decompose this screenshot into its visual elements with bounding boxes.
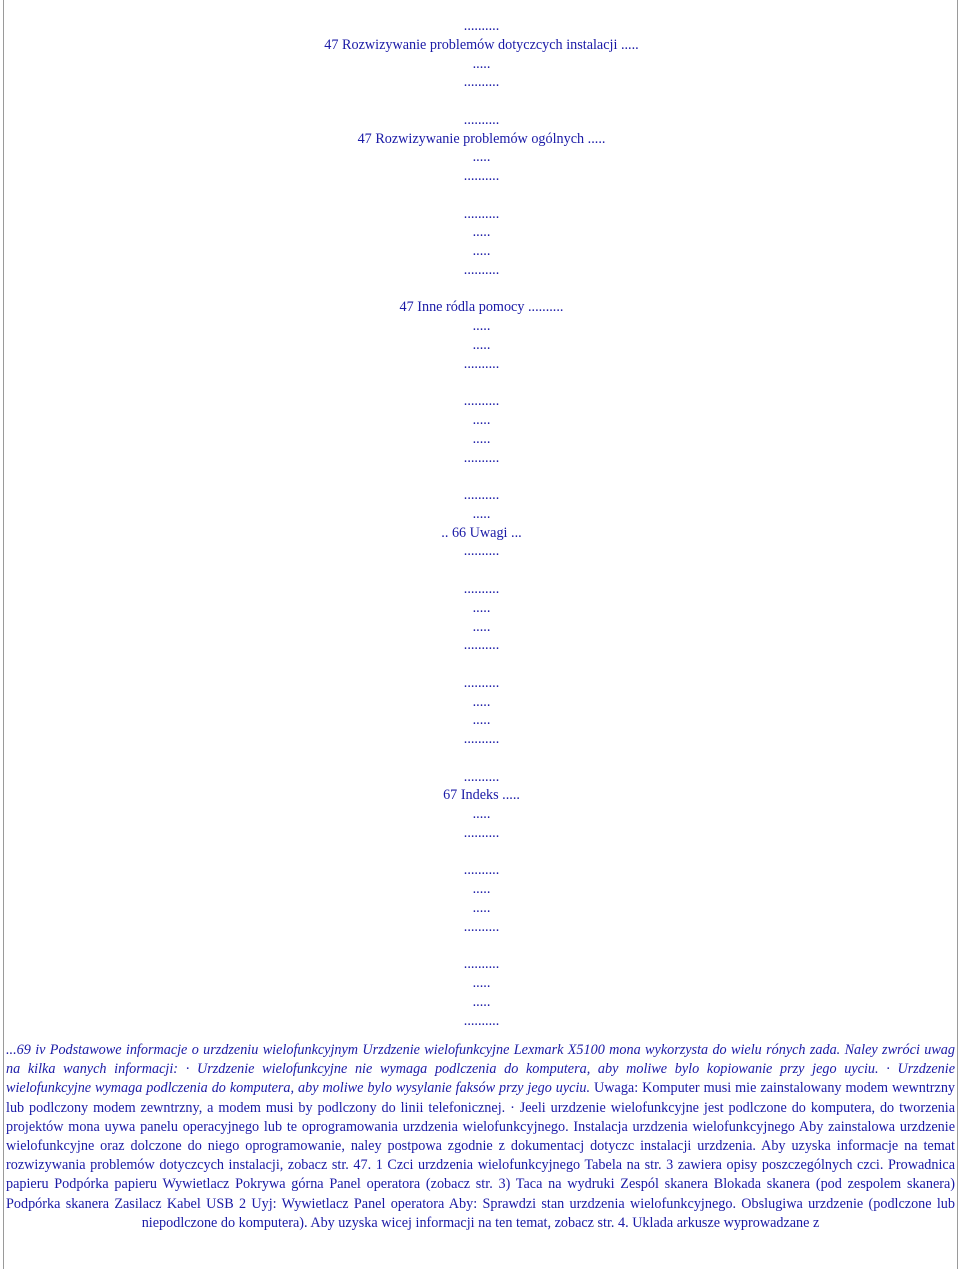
toc-line [4, 280, 959, 299]
toc-line: ..... [472, 430, 491, 447]
toc-line: 67 Indeks ..... [443, 787, 520, 804]
toc-line: .......... [463, 74, 500, 91]
toc-line: .......... [463, 824, 500, 841]
toc-line: ..... [472, 337, 491, 354]
toc-line: .......... [463, 637, 500, 654]
toc-line: 47 Rozwizywanie problemów dotyczcych instalacji ..... [324, 36, 639, 53]
toc-line: ..... [472, 975, 491, 992]
toc-line [4, 749, 959, 768]
table-of-contents [4, 17, 959, 1030]
toc-line: .. 66 Uwagi ... [441, 524, 522, 541]
toc-line [4, 92, 959, 111]
toc-line [4, 186, 959, 205]
toc-line: .......... [463, 543, 500, 560]
toc-line: .......... [463, 111, 500, 128]
toc-line: .......... [463, 1012, 500, 1029]
toc-line: ..... [472, 243, 491, 260]
toc-line: ..... [472, 899, 491, 916]
toc-line: .......... [463, 674, 500, 691]
toc-line: ..... [472, 149, 491, 166]
toc-line: ..... [472, 693, 491, 710]
toc-line: .......... [463, 487, 500, 504]
toc-line: 47 Rozwizywanie problemów ogólnych ..... [357, 130, 606, 147]
toc-line: .......... [463, 956, 500, 973]
toc-line: ..... [472, 505, 491, 522]
toc-line [4, 937, 959, 956]
toc-line [4, 561, 959, 580]
toc-line: ..... [472, 55, 491, 72]
body-paragraph [6, 1041, 955, 1233]
toc-line: .......... [463, 168, 500, 185]
paragraph-regular-part: Uwaga: Komputer musi mie zainstalowany modem wewntrzny lub podlczony modem zewntrzny, a modem musi by podlczony do linii telefonicznej. · Jeeli urzdzenie wielofunkcyjne jest podlczone do komputera, do tworzenia projektów mona uywa panelu operacyjnego lub te oprogramowania urzdzenia wielofunkcyjnego. Instalacja urzdzenia wielofunkcyjnego Aby zainstalowa urzdzenie wielofunkcyjne oraz dolczone do niego oprogramowanie, naley postpowa zgodnie z dokumentacj dotyczc instalacji urzdzenia. Aby uzyska informacje na temat rozwizywania problemów dotyczcych instalacji, zobacz str. 47. 1 Czci urzdzenia wielofunkcyjnego Tabela na str. 3 zawiera opisy poszczególnych czci. Prowadnica papieru Podpórka papieru Wywietlacz Pokrywa górna Panel operatora (zobacz str. 3) Taca na wydruki Zespól skanera Blokada skanera (pod zespolem skanera) Podpórka skanera Zasilacz Kabel USB 2 Uyj: Wywietlacz Panel operatora Aby: Sprawdzi stan urzdzenia wielofunkcyjnego. Obslugiwa urzdzenie (podlczone lub niepodlczone do komputera). Aby uzyska wicej informacji na ten temat, zobacz str. 4. Uklada arkusze wyprowadzane z [6, 1080, 956, 1231]
document-page [3, 0, 958, 1269]
toc-line: .......... [463, 768, 500, 785]
toc-line: .......... [463, 355, 500, 372]
toc-line: .......... [463, 205, 500, 222]
toc-line: .......... [463, 393, 500, 410]
toc-line: .......... [463, 580, 500, 597]
toc-line: ..... [472, 318, 491, 335]
toc-line: ..... [472, 712, 491, 729]
toc-line: ..... [472, 618, 491, 635]
paragraph-italic-part: ...69 iv Podstawowe informacje o urzdzeniu wielofunkcyjnym Urzdzenie wielofunkcyjne Lexmark X5100 mona wykorzysta do wielu rónych zada. Naley zwróci uwag na kilka wanych informacji: · Urzdzenie wielofunkcyjne nie wymaga podlczenia do komputera, aby moliwe bylo kopiowanie przy jego uyciu. · Urzdzenie wielofunkcyjne wymaga podlczenia do komputera, aby moliwe bylo wysylanie faksów przy jego uyciu. [6, 1042, 955, 1097]
toc-line: ..... [472, 993, 491, 1010]
toc-line: ..... [472, 224, 491, 241]
toc-line [4, 467, 959, 486]
toc-line: 47 Inne ródla pomocy .......... [399, 299, 564, 316]
toc-line: .......... [463, 449, 500, 466]
toc-line: ..... [472, 412, 491, 429]
toc-line: .......... [463, 731, 500, 748]
toc-line [4, 843, 959, 862]
toc-line: ..... [472, 806, 491, 823]
toc-line: .......... [463, 261, 500, 278]
toc-line: .......... [463, 918, 500, 935]
toc-line [4, 655, 959, 674]
toc-line: .......... [463, 18, 500, 34]
toc-line: ..... [472, 599, 491, 616]
toc-line: ..... [472, 881, 491, 898]
toc-line [4, 374, 959, 393]
toc-line: .......... [463, 862, 500, 879]
